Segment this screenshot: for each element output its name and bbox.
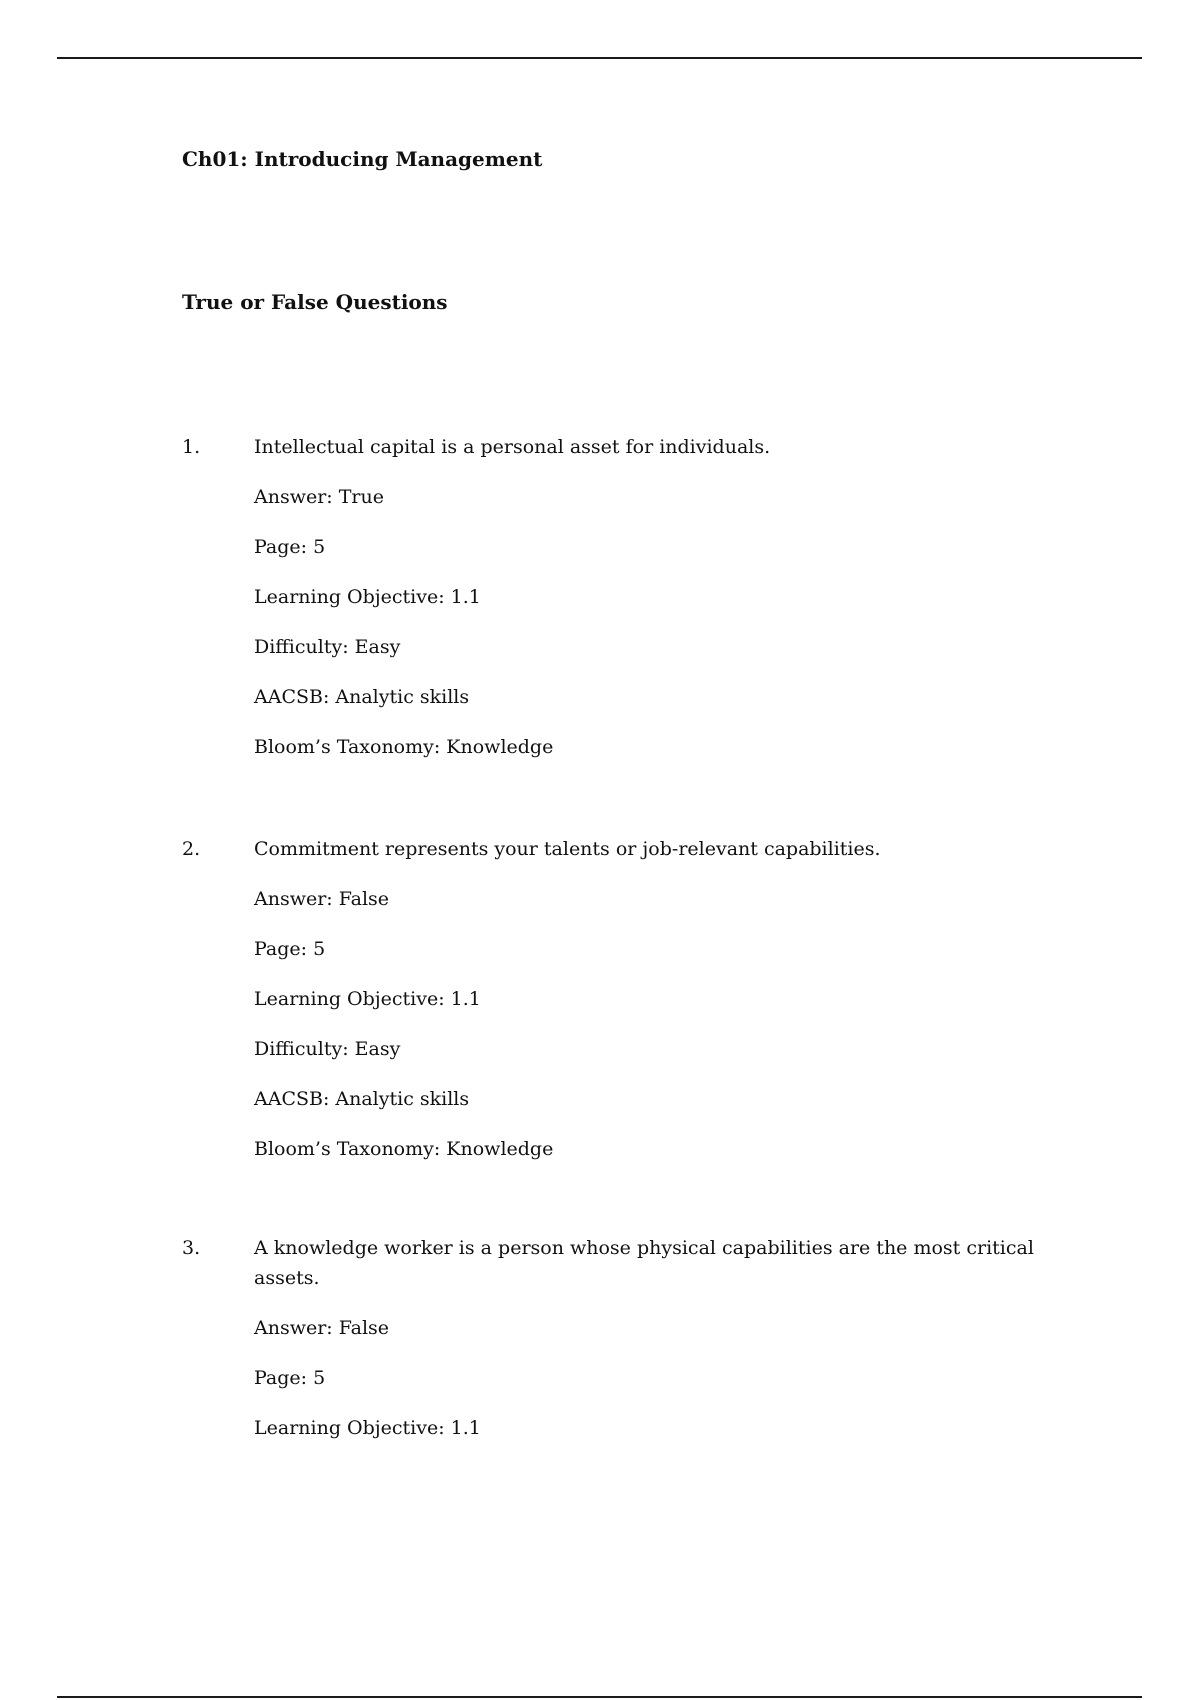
question-text: A knowledge worker is a person whose physical capabilities are the most critical assets. [254, 1237, 1034, 1289]
answer-line: Answer: True [254, 486, 384, 508]
learning-objective-line: Learning Objective: 1.1 [254, 586, 481, 608]
page-line: Page: 5 [254, 1367, 326, 1389]
question-number: 3. [182, 1237, 201, 1259]
difficulty-line: Difficulty: Easy [254, 636, 401, 658]
question-body [254, 432, 1054, 762]
section-title: True or False Questions [182, 290, 448, 314]
page-line: Page: 5 [254, 536, 326, 558]
answer-line: Answer: False [254, 888, 390, 910]
question-text: Commitment represents your talents or job-relevant capabilities. [254, 838, 881, 860]
difficulty-line: Difficulty: Easy [254, 1038, 401, 1060]
learning-objective-line: Learning Objective: 1.1 [254, 1417, 481, 1439]
aacsb-line: AACSB: Analytic skills [254, 1088, 470, 1110]
page-line: Page: 5 [254, 938, 326, 960]
question-number: 1. [182, 436, 201, 458]
aacsb-line: AACSB: Analytic skills [254, 686, 470, 708]
blooms-taxonomy-line: Bloom’s Taxonomy: Knowledge [254, 1138, 554, 1160]
question-text: Intellectual capital is a personal asset for individuals. [254, 436, 771, 458]
question-number: 2. [182, 838, 201, 860]
learning-objective-line: Learning Objective: 1.1 [254, 988, 481, 1010]
header-rule [57, 57, 1142, 59]
chapter-title: Ch01: Introducing Management [182, 147, 543, 171]
question-body [254, 834, 1054, 1164]
footer-rule [57, 1696, 1142, 1698]
question-body [254, 1233, 1054, 1443]
blooms-taxonomy-line: Bloom’s Taxonomy: Knowledge [254, 736, 554, 758]
answer-line: Answer: False [254, 1317, 390, 1339]
